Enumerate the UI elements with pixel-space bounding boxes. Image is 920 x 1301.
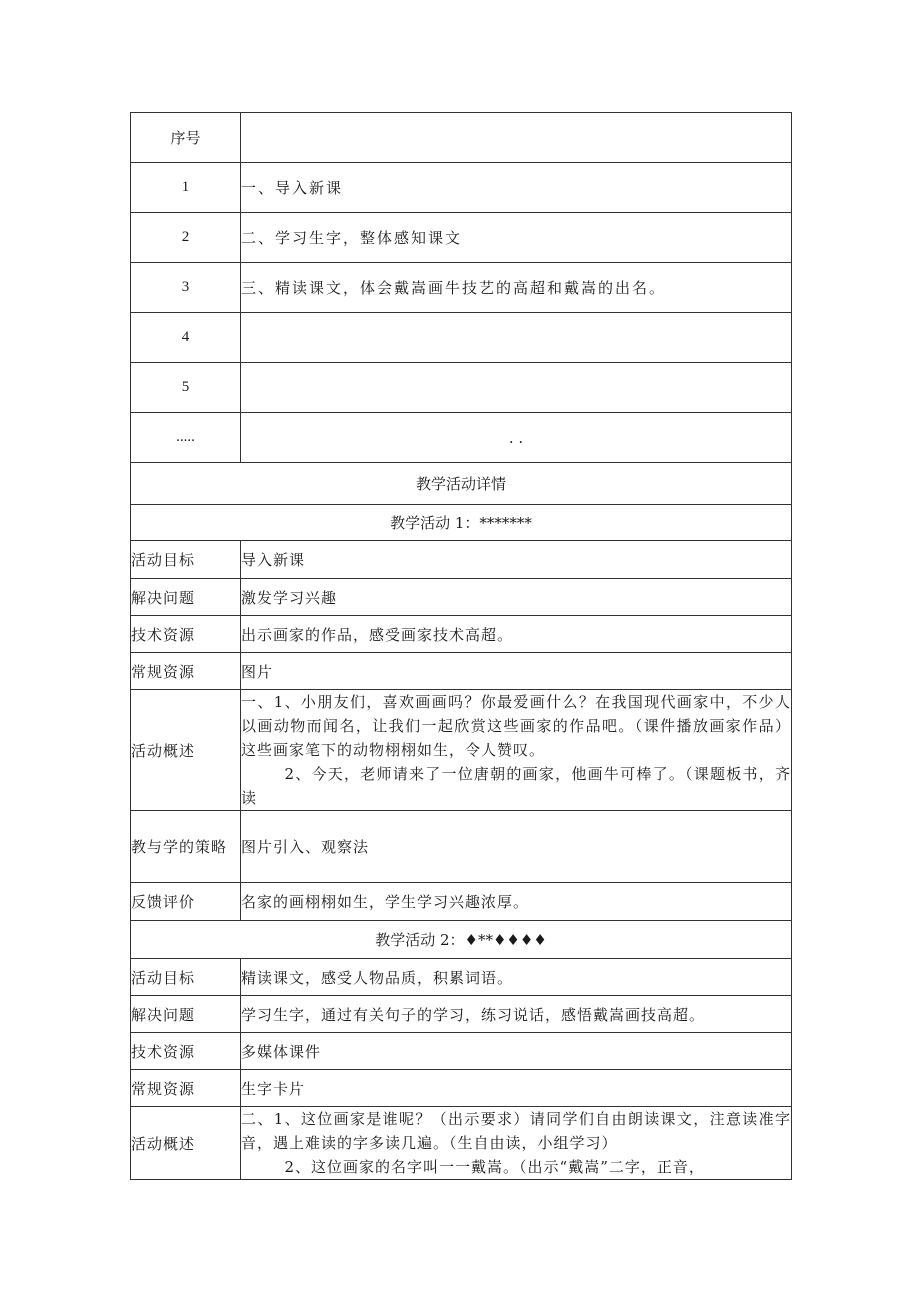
regular-value: 图片 (241, 653, 792, 690)
problem-label: 解决问题 (131, 579, 241, 616)
summary-paragraph: 2、今天，老师请来了一位唐朝的画家，他画牛可棒了。（课题板书，齐读 (241, 765, 791, 807)
summary-paragraph: 二、1、这位画家是谁呢？（出示要求）请同学们自由朗读课文，注意读准字音，遇上难读的字多读几遍。（生自由读，小组学习） (241, 1110, 791, 1152)
plan-row-num: 2 (131, 213, 241, 263)
goal-value: 导入新课 (241, 541, 792, 579)
regular-label: 常规资源 (131, 1070, 241, 1107)
activity1-problem-row (131, 579, 792, 616)
plan-row (131, 313, 792, 363)
activity2-summary-row (131, 1107, 792, 1180)
activity-title-row (131, 921, 792, 959)
regular-label: 常规资源 (131, 653, 241, 690)
plan-row-text: . . (241, 413, 792, 463)
activity1-feedback-row (131, 883, 792, 921)
activity2-tech-row (131, 1033, 792, 1070)
tech-value: 多媒体课件 (241, 1033, 792, 1070)
plan-row-num: ..... (131, 413, 241, 463)
activity1-goal-row (131, 541, 792, 579)
plan-row-num: 4 (131, 313, 241, 363)
summary-label: 活动概述 (131, 690, 241, 811)
tech-label: 技术资源 (131, 1033, 241, 1070)
activity2-goal-row (131, 959, 792, 996)
feedback-value: 名家的画栩栩如生，学生学习兴趣浓厚。 (241, 883, 792, 921)
plan-header-num: 序号 (131, 113, 241, 163)
plan-row-num: 5 (131, 363, 241, 413)
tech-label: 技术资源 (131, 616, 241, 653)
plan-row-text (241, 363, 792, 413)
summary-value (241, 690, 792, 811)
plan-header-row (131, 113, 792, 163)
activity1-summary-row (131, 690, 792, 811)
problem-label: 解决问题 (131, 996, 241, 1033)
activity-title-row (131, 505, 792, 541)
goal-value: 精读课文，感受人物品质，积累词语。 (241, 959, 792, 996)
summary-label: 活动概述 (131, 1107, 241, 1180)
summary-paragraph: 一、1、小朋友们，喜欢画画吗？你最爱画什么？在我国现代画家中，不少人以画动物而闻名，让我们一起欣赏这些画家的作品吧。（课件播放画家作品）这些画家笔下的动物栩栩如生，令人赞叹。 (241, 693, 791, 759)
strategy-value: 图片引入、观察法 (241, 811, 792, 883)
plan-row-num: 1 (131, 163, 241, 213)
activity2-title: 教学活动 2：♦**♦♦♦♦ (131, 921, 792, 959)
plan-row (131, 363, 792, 413)
problem-value: 激发学习兴趣 (241, 579, 792, 616)
plan-row (131, 413, 792, 463)
plan-row (131, 163, 792, 213)
details-title-row (131, 463, 792, 505)
activity2-regular-row (131, 1070, 792, 1107)
goal-label: 活动目标 (131, 541, 241, 579)
plan-row (131, 213, 792, 263)
regular-value: 生字卡片 (241, 1070, 792, 1107)
activity1-strategy-row (131, 811, 792, 883)
plan-row-num: 3 (131, 263, 241, 313)
summary-paragraph: 2、这位画家的名字叫一一戴嵩。（出示“戴嵩”二字，正音， (284, 1158, 705, 1176)
strategy-label: 教与学的策略 (131, 811, 241, 883)
summary-value (241, 1107, 792, 1180)
goal-label: 活动目标 (131, 959, 241, 996)
plan-row (131, 263, 792, 313)
problem-value: 学习生字，通过有关句子的学习，练习说话，感悟戴嵩画技高超。 (241, 996, 792, 1033)
lesson-plan-table (130, 112, 792, 1180)
plan-row-text: 二、学习生字，整体感知课文 (241, 213, 792, 263)
tech-value: 出示画家的作品，感受画家技术高超。 (241, 616, 792, 653)
plan-row-text (241, 313, 792, 363)
activity1-regular-row (131, 653, 792, 690)
plan-row-text: 一、导入新课 (241, 163, 792, 213)
activity2-problem-row (131, 996, 792, 1033)
activity1-tech-row (131, 616, 792, 653)
plan-header-content (241, 113, 792, 163)
plan-row-text: 三、精读课文，体会戴嵩画牛技艺的高超和戴嵩的出名。 (241, 263, 792, 313)
details-title: 教学活动详情 (131, 463, 792, 505)
feedback-label: 反馈评价 (131, 883, 241, 921)
activity1-title: 教学活动 1：******* (131, 505, 792, 541)
